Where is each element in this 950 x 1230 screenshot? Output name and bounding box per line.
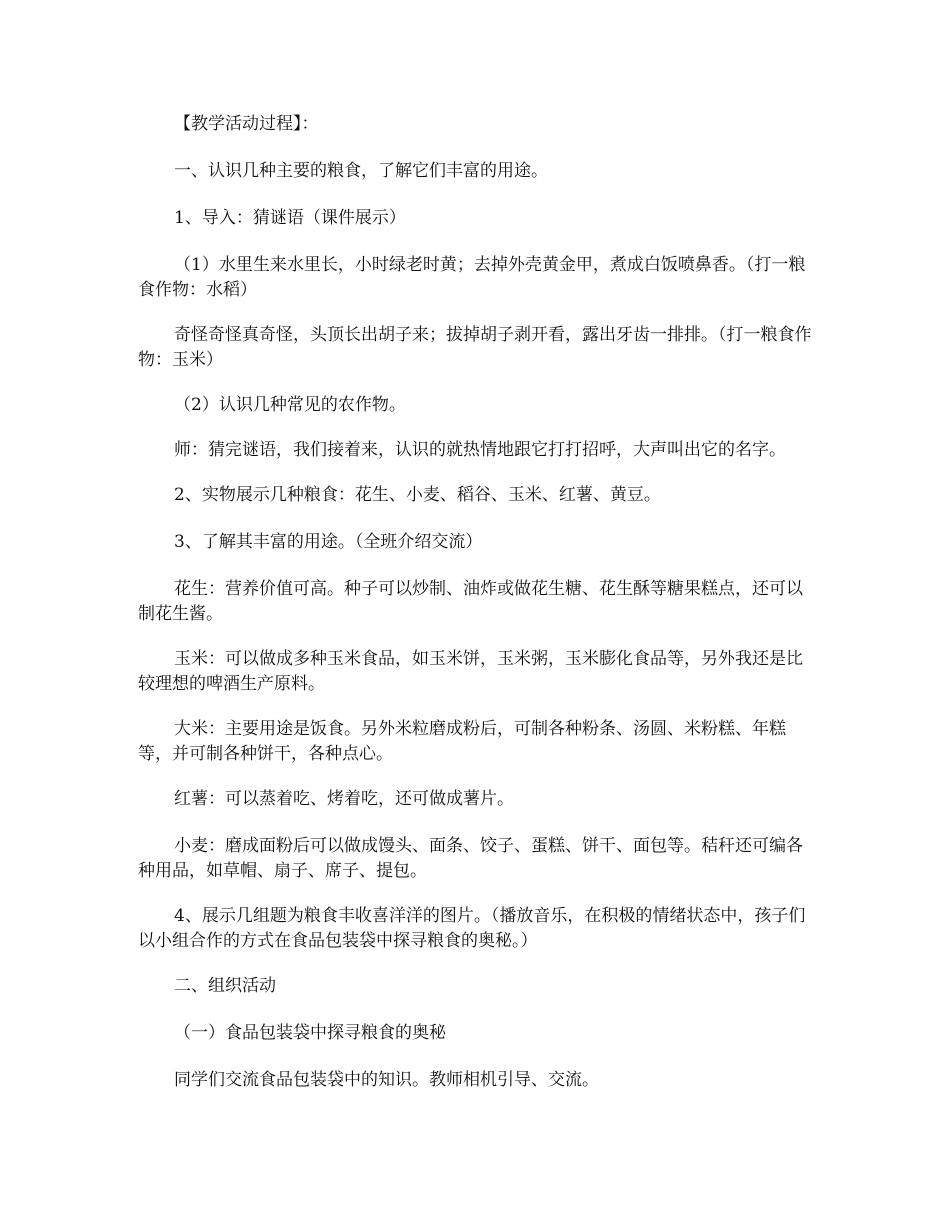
step-2-display: 2、实物展示几种粮食：花生、小麦、稻谷、玉米、红薯、黄豆。 [174,485,661,505]
closing-paragraph: 同学们交流食品包装袋中的知识。教师相机引导、交流。 [174,1070,599,1090]
section-heading: 【教学活动过程】： [174,114,319,134]
teacher-speech: 师：猜完谜语，我们接着来，认识的就热情地跟它打打招呼，大声叫出它的名字。 [174,440,786,460]
step-1-intro: 1、导入：猜谜语（课件展示） [174,208,406,228]
step-4-pictures: 4、展示几组题为粮食丰收喜洋洋的图片。（播放音乐，在积极的情绪状态中，孩子们以小组合作的方式在食品包装袋中探寻粮食的奥秘。） [138,906,806,951]
document-body [138,112,818,1093]
step-know-crops: （2）认识几种常见的农作物。 [174,395,406,415]
riddle-rice: （1）水里生来水里长，小时绿老时黄；去掉外壳黄金甲，煮成白饭喷鼻香。（打一粮食作物：水稻） [138,255,806,300]
peanut-uses: 花生：营养价值可高。种子可以炒制、油炸或做花生糖、花生酥等糖果糕点，还可以制花生酱。 [138,579,803,624]
part-one-heading: 一、认识几种主要的粮食，了解它们丰富的用途。 [174,161,548,181]
corn-uses: 玉米：可以做成多种玉米食品，如玉米饼，玉米粥，玉米膨化食品等，另外我还是比较理想的啤酒生产原料。 [138,649,803,694]
step-3-uses: 3、了解其丰富的用途。（全班介绍交流） [174,532,483,552]
rice-uses: 大米：主要用途是饭食。另外米粒磨成粉后，可制各种粉条、汤圆、米粉糕、年糕等，并可制各种饼干，各种点心。 [138,719,786,764]
part-two-heading: 二、组织活动 [174,976,276,996]
wheat-uses: 小麦：磨成面粉后可以做成馒头、面条、饺子、蛋糕、饼干、面包等。秸秆还可编各种用品，如草帽、扇子、席子、提包。 [138,836,803,881]
subsection-heading: （一）食品包装袋中探寻粮食的奥秘 [174,1023,446,1043]
sweet-potato-uses: 红薯：可以蒸着吃、烤着吃，还可做成薯片。 [174,789,514,809]
riddle-corn: 奇怪奇怪真奇怪，头顶长出胡子来；拔掉胡子剥开看，露出牙齿一排排。（打一粮食作物：玉米） [138,325,812,370]
